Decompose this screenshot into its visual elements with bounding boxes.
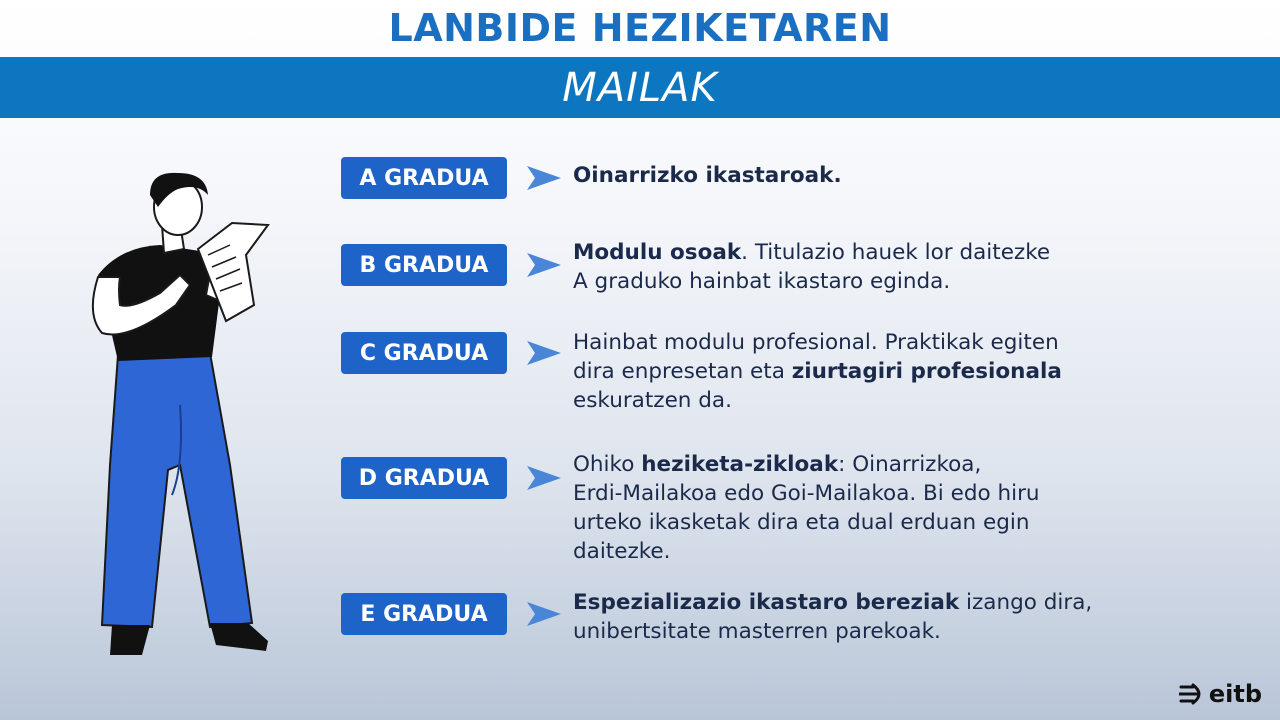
- description-line: dira enpresetan eta ziurtagiri profesionala: [573, 359, 1062, 384]
- subtitle-band: [0, 57, 1280, 118]
- level-badge-a: A GRADUA: [341, 157, 507, 199]
- eitb-logo: [1179, 680, 1262, 708]
- description-line: Ohiko heziketa-zikloak: Oinarrizkoa,: [573, 452, 982, 477]
- arrow-right-icon: [527, 341, 561, 365]
- page-subtitle: MAILAK: [562, 64, 718, 111]
- left-shoe: [110, 625, 150, 655]
- level-description-d: [573, 450, 1193, 566]
- arrow-right-icon: [527, 602, 561, 626]
- level-badge-d: D GRADUA: [341, 457, 507, 499]
- description-line: eskuratzen da.: [573, 388, 732, 413]
- arrow-right-icon: [527, 466, 561, 490]
- description-line: Hainbat modulu profesional. Praktikak egiten: [573, 330, 1059, 355]
- trousers: [102, 353, 252, 627]
- description-line: Modulu osoak. Titulazio hauek lor daitezke: [573, 240, 1051, 265]
- level-description-a: [573, 161, 1193, 190]
- level-description-e: [573, 588, 1193, 646]
- eitb-logo-text: eitb: [1208, 680, 1262, 708]
- arrow-right-icon: [527, 253, 561, 277]
- description-line: Espezializazio ikastaro bereziak izango dira,: [573, 590, 1093, 615]
- description-line: A graduko hainbat ikastaro eginda.: [573, 269, 951, 294]
- level-badge-b: B GRADUA: [341, 244, 507, 286]
- description-line: urteko ikasketak dira eta dual erduan egin: [573, 510, 1030, 535]
- level-badge-c: C GRADUA: [341, 332, 507, 374]
- arrow-right-icon: [527, 166, 561, 190]
- right-shoe: [210, 623, 268, 651]
- description-line: Erdi-Mailakoa edo Goi-Mailakoa. Bi edo hiru: [573, 481, 1040, 506]
- page-title: LANBIDE HEZIKETAREN: [388, 6, 892, 50]
- person-reading-illustration: [80, 165, 290, 665]
- eitb-logo-icon: [1179, 683, 1205, 705]
- level-badge-e: E GRADUA: [341, 593, 507, 635]
- description-line: Oinarrizko ikastaroak.: [573, 163, 842, 188]
- level-description-c: [573, 328, 1193, 415]
- level-description-b: [573, 238, 1193, 296]
- description-line: unibertsitate masterren parekoak.: [573, 619, 941, 644]
- description-line: daitezke.: [573, 539, 671, 564]
